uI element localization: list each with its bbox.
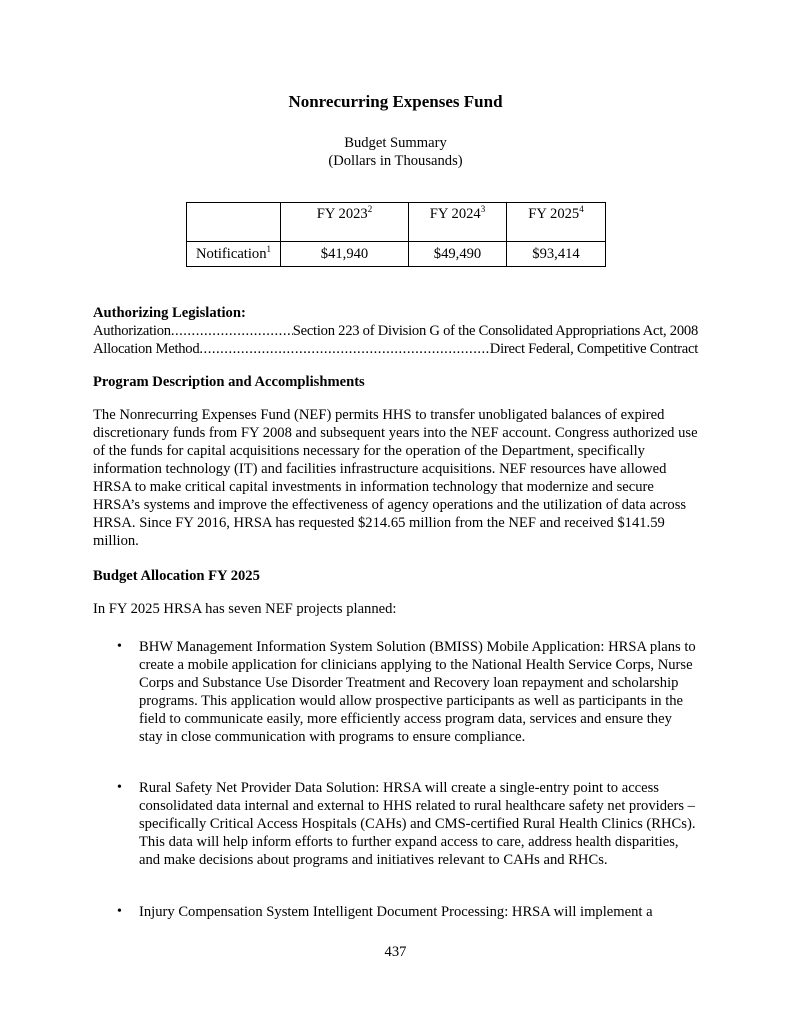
table-header-empty bbox=[187, 203, 281, 242]
row-label-notification: Notification$^1$ bbox=[187, 242, 281, 267]
table-row bbox=[187, 242, 606, 267]
authorization-value: Section 223 of Division G of the Consolidated Appropriations Act, 2008 bbox=[292, 323, 698, 339]
authorization-label: Authorization bbox=[93, 323, 171, 339]
table-cell: $49,490 bbox=[409, 242, 507, 267]
table-header-fy2024: FY 2024$^3$ bbox=[409, 203, 507, 242]
project-list bbox=[117, 903, 699, 921]
authorizing-legislation bbox=[93, 304, 698, 358]
program-description-paragraph: The Nonrecurring Expenses Fund (NEF) permits HHS to transfer unobligated balances of expired discretionary funds from FY 2008 and subsequent years into the NEF account. Congress authorized use of the funds for capital acquisitions necessary for the operation of the Department, specifically information technology (IT) and facilities infrastructure acquisitions. NEF resources have allowed HRSA to make critical capital investments in information technology that modernize and secure HRSA’s systems and improve the effectiveness of agency operations and the utilization of data across HRSA. Since FY 2016, HRSA has requested $214.65 million from the NEF and received $141.59 million. bbox=[93, 407, 698, 549]
table-cell: $93,414 bbox=[507, 242, 606, 267]
table-header-fy2023: FY 2023$^2$ bbox=[281, 203, 409, 242]
project-list bbox=[117, 779, 699, 869]
bullet-icon: • bbox=[117, 780, 122, 795]
table-cell: $41,940 bbox=[281, 242, 409, 267]
authorization-line bbox=[93, 322, 698, 340]
table-header-row bbox=[187, 203, 606, 242]
section-heading: Authorizing Legislation: bbox=[93, 305, 246, 321]
section-heading: Budget Allocation FY 2025 bbox=[93, 568, 260, 584]
subtitle-line: (Dollars in Thousands) bbox=[328, 153, 463, 169]
allocation-method-label: Allocation Method bbox=[93, 341, 200, 357]
bullet-icon: • bbox=[117, 639, 122, 654]
page-title: Nonrecurring Expenses Fund bbox=[288, 92, 503, 111]
list-item: • Rural Safety Net Provider Data Solution: HRSA will create a single-entry point to access consolidated data internal and external to HHS related to rural healthcare safety net providers – specifically Critical Access Hospitals (CAHs) and CMS-certified Rural Health Clinics (RHCs). This data will help inform efforts to further expand access to care, address health disparities, and make decisions about programs and initiatives relevant to CAHs and RHCs. bbox=[117, 780, 696, 868]
allocation-method-line bbox=[93, 340, 698, 358]
table-header-fy2025: FY 2025$^4$ bbox=[507, 203, 606, 242]
leader-dots bbox=[171, 322, 293, 340]
bullet-icon: • bbox=[117, 904, 122, 919]
budget-subtitle bbox=[0, 134, 791, 170]
subtitle-line: Budget Summary bbox=[344, 135, 447, 151]
budget-summary-table bbox=[186, 202, 606, 267]
page-number: 437 bbox=[384, 944, 407, 960]
allocation-intro: In FY 2025 HRSA has seven NEF projects planned: bbox=[93, 601, 397, 617]
section-heading: Program Description and Accomplishments bbox=[93, 374, 365, 390]
list-item: • Injury Compensation System Intelligent Document Processing: HRSA will implement a bbox=[117, 904, 653, 920]
leader-dots bbox=[199, 340, 489, 358]
project-list bbox=[117, 638, 699, 746]
list-item: • BHW Management Information System Solution (BMISS) Mobile Application: HRSA plans to create a mobile application for clinicians applying to the National Health Service Corps, Nurse Corps and Substance Use Disorder Treatment and Recovery loan repayment and scholarship programs. This application would allow prospective participants as well as participants in the field to communicate easily, more efficiently access program data, services and ensure they stay in close communication with programs to ensure compliance. bbox=[117, 639, 696, 745]
allocation-method-value: Direct Federal, Competitive Contract bbox=[489, 341, 698, 357]
